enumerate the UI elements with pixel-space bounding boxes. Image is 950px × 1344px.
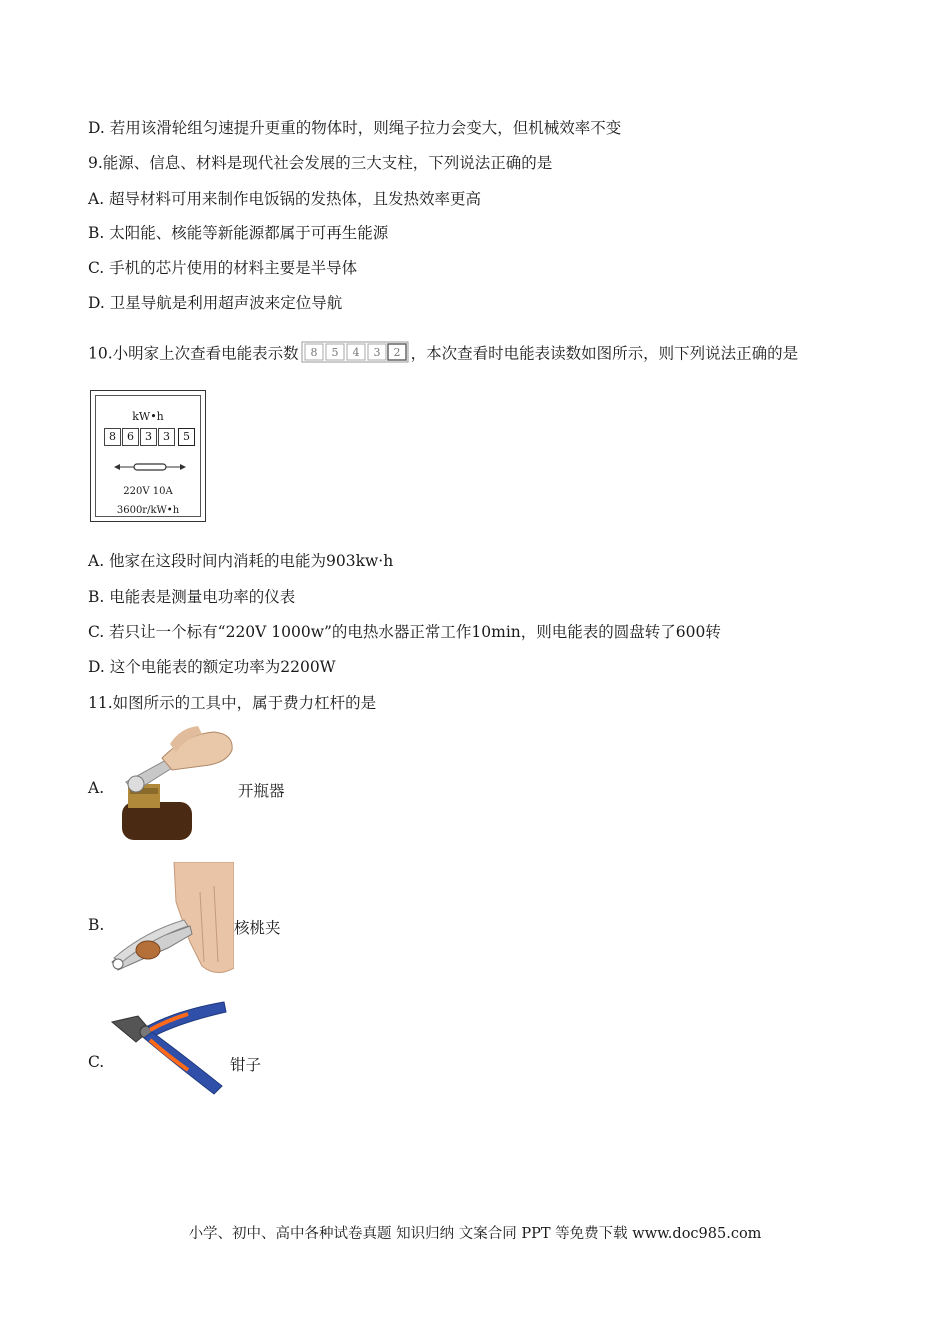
option-q9-c: C. 手机的芯片使用的材料主要是半导体 (88, 259, 358, 277)
pliers-image (108, 1000, 230, 1098)
meter-revolutions: 3600r/kW•h (116, 505, 180, 516)
bottle-opener-image (106, 724, 234, 840)
option-q11-c-label: C. (88, 1053, 105, 1071)
option-q11-a-label: A. (88, 779, 105, 797)
option-q11-b-name: 核桃夹 (234, 919, 281, 937)
previous-reading-digit: 3 (373, 346, 381, 359)
option-q10-a: A. 他家在这段时间内消耗的电能为903kw·h (88, 552, 394, 570)
option-q11-b-label: B. (88, 916, 105, 934)
meter-digit: 3 (158, 428, 175, 446)
meter-digit: 6 (122, 428, 139, 446)
option-q9-a: A. 超导材料可用来制作电饭锅的发热体，且发热效率更高 (88, 190, 482, 208)
option-q9-b: B. 太阳能、核能等新能源都属于可再生能源 (88, 224, 389, 242)
meter-spec: 220V 10A (123, 486, 173, 497)
page-footer: 小学、初中、高中各种试卷真题 知识归纳 文案合同 PPT 等免费下载 www.doc985.com (188, 1226, 762, 1242)
meter-disc-icon (114, 460, 186, 474)
option-q11-a-name: 开瓶器 (238, 782, 285, 800)
option-q10-c: C. 若只让一个标有“220V 1000w”的电热水器正常工作10min，则电能表的圆盘转了600转 (88, 623, 721, 641)
option-q10-d: D. 这个电能表的额定功率为2200W (88, 658, 336, 676)
previous-meter-reading (301, 341, 409, 368)
meter-unit: kW•h (132, 410, 164, 423)
meter-digit: 8 (104, 428, 121, 446)
question-10 (88, 341, 798, 368)
question-10-suffix: ，本次查看时电能表读数如图所示，则下列说法正确的是 (410, 344, 799, 363)
question-11: 11.如图所示的工具中，属于费力杠杆的是 (88, 694, 377, 712)
previous-reading-digit: 4 (352, 346, 360, 359)
previous-reading-digit: 8 (310, 346, 318, 359)
option-q8-d: D. 若用该滑轮组匀速提升更重的物体时，则绳子拉力会变大，但机械效率不变 (88, 119, 622, 137)
meter-digits (104, 428, 196, 446)
electric-meter-figure (90, 390, 206, 522)
question-9: 9.能源、信息、材料是现代社会发展的三大支柱，下列说法正确的是 (88, 154, 553, 172)
question-10-prefix: 10.小明家上次查看电能表示数 (88, 344, 299, 363)
meter-digit: 3 (140, 428, 157, 446)
option-q10-b: B. 电能表是测量电功率的仪表 (88, 588, 296, 606)
previous-reading-digit: 5 (331, 346, 339, 359)
meter-digit-decimal: 5 (178, 428, 195, 446)
option-q9-d: D. 卫星导航是利用超声波来定位导航 (88, 294, 343, 312)
previous-reading-digit: 2 (393, 346, 401, 359)
nutcracker-image (104, 862, 234, 978)
option-q11-c-name: 钳子 (230, 1056, 262, 1074)
